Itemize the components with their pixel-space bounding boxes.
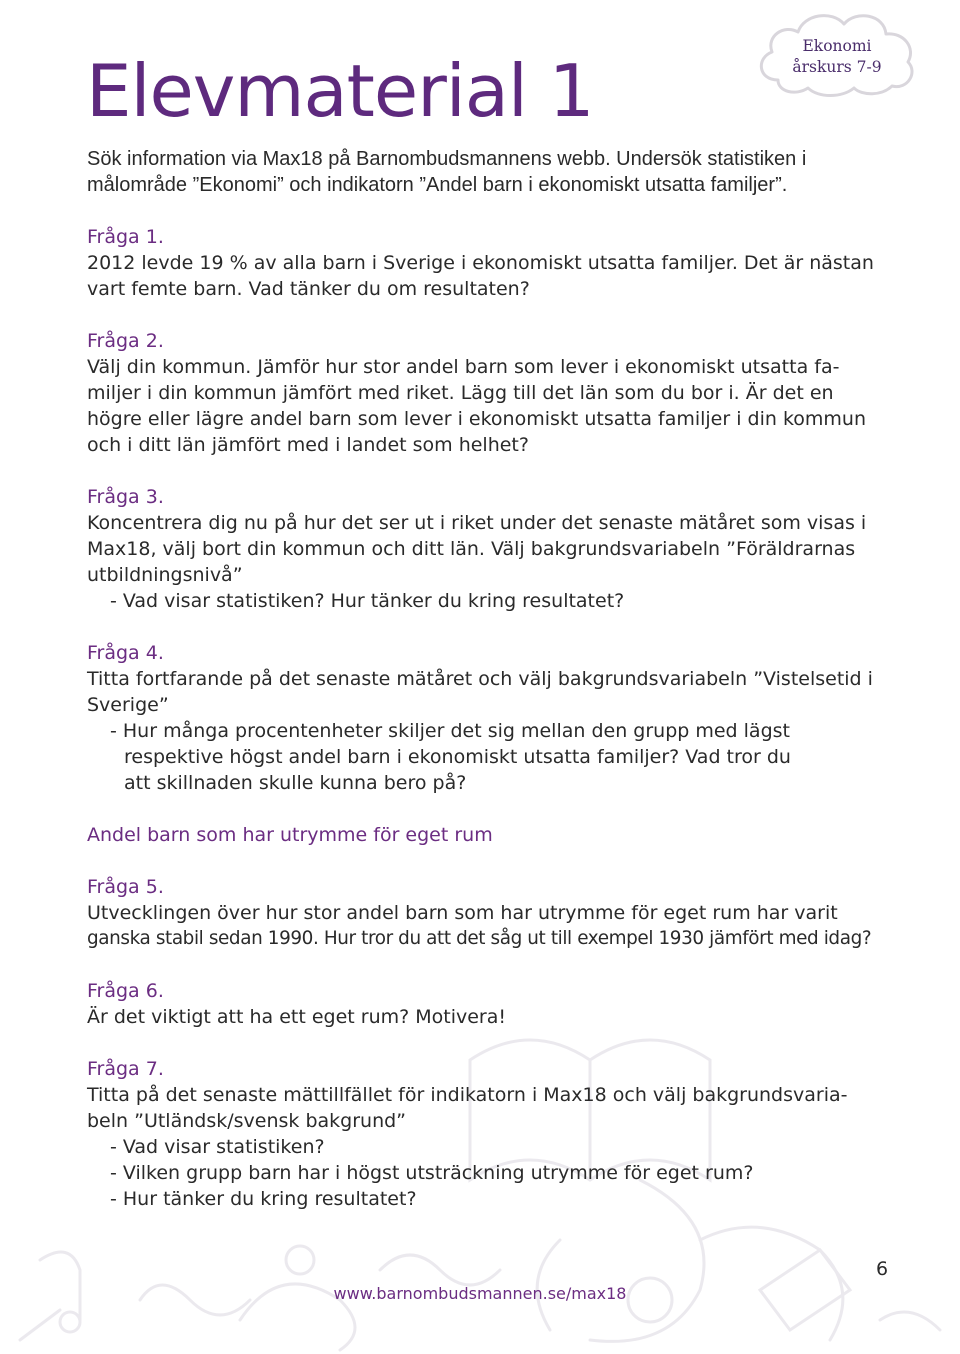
question-text: Välj din kommun. Jämför hur stor andel barn som lever i ekonomiskt utsatta fa-	[87, 356, 840, 378]
question-4	[87, 640, 897, 796]
document-body	[87, 146, 897, 1212]
question-text: miljer i din kommun jämfört med riket. Lägg till det län som du bor i. Är det en	[87, 382, 834, 404]
question-subitem-cont: respektive högst andel barn i ekonomiskt utsatta familjer? Vad tror du	[124, 746, 791, 768]
question-heading: Fråga 2.	[87, 330, 164, 352]
question-subitem: - Vad visar statistiken? Hur tänker du kring resultatet?	[110, 590, 625, 612]
subject-badge	[752, 6, 920, 98]
intro-line: målområde ”Ekonomi” och indikatorn ”Andel barn i ekonomiskt utsatta familjer”.	[87, 174, 788, 196]
question-subitem-cont: att skillnaden skulle kunna bero på?	[124, 772, 467, 794]
question-3	[87, 484, 897, 614]
question-text: vart femte barn. Vad tänker du om resultaten?	[87, 278, 530, 300]
question-text: ganska stabil sedan 1990. Hur tror du att det såg ut till exempel 1930 jämfört med idag?	[87, 928, 872, 949]
question-text: 2012 levde 19 % av alla barn i Sverige i ekonomiskt utsatta familjer. Det är nästan	[87, 252, 874, 274]
section-heading: Andel barn som har utrymme för eget rum	[87, 824, 493, 846]
question-text: utbildningsnivå”	[87, 564, 243, 586]
question-text: Titta på det senaste mättillfället för indikatorn i Max18 och välj bakgrundsvaria-	[87, 1084, 848, 1106]
page-number: 6	[876, 1258, 889, 1280]
question-text: Sverige”	[87, 694, 169, 716]
question-subitem: - Vad visar statistiken?	[110, 1136, 325, 1158]
question-heading: Fråga 5.	[87, 876, 164, 898]
question-heading: Fråga 6.	[87, 980, 164, 1002]
question-subitem: - Hur tänker du kring resultatet?	[110, 1188, 417, 1210]
question-subitem: - Vilken grupp barn har i högst utsträckning utrymme för eget rum?	[110, 1162, 754, 1184]
question-heading: Fråga 3.	[87, 486, 164, 508]
question-6	[87, 978, 897, 1030]
question-7	[87, 1056, 897, 1212]
badge-grade: årskurs 7-9	[792, 58, 882, 76]
question-text: högre eller lägre andel barn som lever i ekonomiskt utsatta familjer i din kommun	[87, 408, 867, 430]
question-text: Utvecklingen över hur stor andel barn som har utrymme för eget rum har varit	[87, 902, 838, 924]
footer-url[interactable]: www.barnombudsmannen.se/max18	[333, 1284, 627, 1303]
badge-subject: Ekonomi	[802, 37, 872, 55]
question-5	[87, 874, 897, 952]
question-2	[87, 328, 897, 458]
question-text: Max18, välj bort din kommun och ditt län. Välj bakgrundsvariabeln ”Föräldrarnas	[87, 538, 856, 560]
question-1	[87, 224, 897, 302]
question-heading: Fråga 1.	[87, 226, 164, 248]
question-text: Titta fortfarande på det senaste mätåret och välj bakgrundsvariabeln ”Vistelsetid i	[87, 668, 873, 690]
page-title: Elevmaterial 1	[86, 49, 594, 133]
question-heading: Fråga 4.	[87, 642, 164, 664]
question-text: Koncentrera dig nu på hur det ser ut i riket under det senaste mätåret som visas i	[87, 512, 867, 534]
question-heading: Fråga 7.	[87, 1058, 164, 1080]
question-text: och i ditt län jämfört med i landet som helhet?	[87, 434, 529, 456]
intro-line: Sök information via Max18 på Barnombudsmannens webb. Undersök statistiken i	[87, 148, 807, 170]
intro-paragraph	[87, 146, 897, 198]
question-subitem: - Hur många procentenheter skiljer det sig mellan den grupp med lägst	[110, 720, 790, 742]
question-text: Är det viktigt att ha ett eget rum? Motivera!	[87, 1006, 506, 1028]
question-text: beln ”Utländsk/svensk bakgrund”	[87, 1110, 407, 1132]
